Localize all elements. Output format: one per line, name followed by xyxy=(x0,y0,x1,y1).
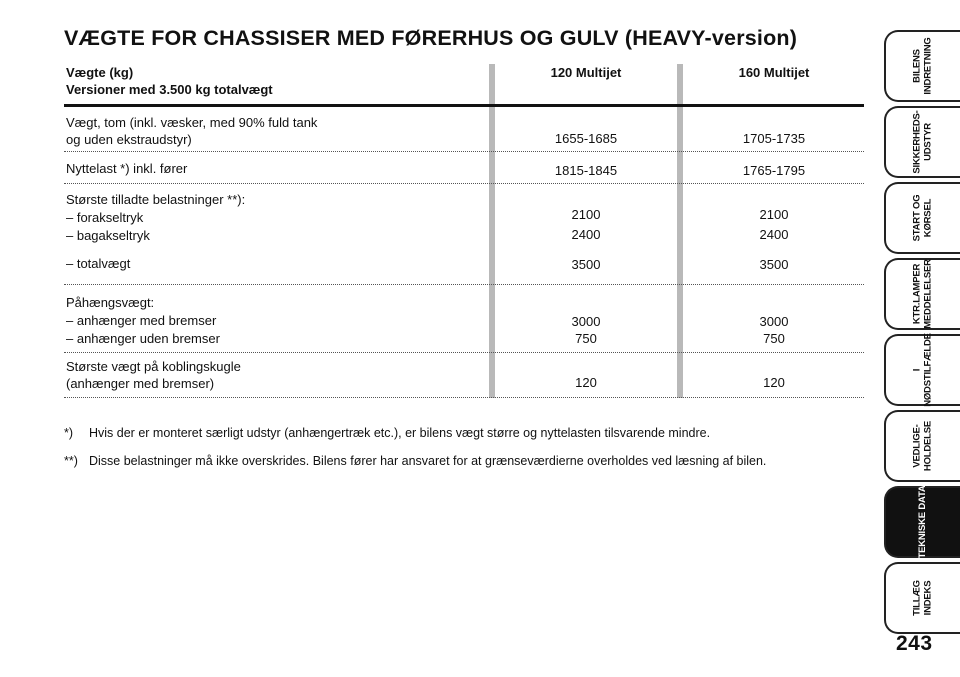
row-label-towing: Påhængsvægt: xyxy=(66,295,155,310)
cell-front-axle-120: 2100 xyxy=(571,207,601,222)
cell-coupling-160: 120 xyxy=(763,375,785,390)
coupling-label-line2: (anhænger med bremser) xyxy=(66,376,215,391)
row-label-front-axle: – forakseltryk xyxy=(66,210,144,225)
footnote-2 xyxy=(64,454,766,468)
cell-coupling-120: 120 xyxy=(575,375,597,390)
tab-label: I NØDSTILFÆLDE xyxy=(911,333,933,407)
cell-total-160: 3500 xyxy=(759,257,789,272)
versions-label: Versioner med 3.500 kg totalvægt xyxy=(66,82,273,97)
cell-front-axle-160: 2100 xyxy=(759,207,789,222)
page-number: 243 xyxy=(896,632,933,655)
page-title: VÆGTE FOR CHASSISER MED FØRERHUS OG GULV (HEAVY-version) xyxy=(64,26,798,50)
row-label-payload: Nyttelast *) inkl. fører xyxy=(66,161,188,176)
cell-braked-160: 3000 xyxy=(759,314,789,329)
tab-label: START OG KØRSEL xyxy=(911,194,933,242)
tab-bilens-indretning[interactable] xyxy=(884,30,960,102)
tab-nodstilfaelde[interactable] xyxy=(884,334,960,406)
footnote-mark: **) xyxy=(64,454,78,468)
tab-label: KTR.LAMPER MEDDELELSER xyxy=(911,259,933,329)
column-header-120: 120 Multijet xyxy=(550,65,622,80)
empty-weight-label-line2: og uden ekstraudstyr) xyxy=(66,132,192,147)
cell-unbraked-120: 750 xyxy=(575,331,597,346)
footnote-1 xyxy=(64,426,710,440)
coupling-label-line1: Største vægt på koblingskugle xyxy=(66,359,241,374)
tab-start-og-korsel[interactable] xyxy=(884,182,960,254)
footnote-text: Hvis der er monteret særligt udstyr (anhængertræk etc.), er bilens vægt større og nyttelasten tilsvarende mindre. xyxy=(89,426,711,440)
table-bottom-rule xyxy=(64,397,864,398)
row-label-coupling xyxy=(66,358,241,392)
row-divider xyxy=(64,151,864,152)
tab-ktr-lamper[interactable] xyxy=(884,258,960,330)
column-divider-2 xyxy=(677,64,683,398)
row-divider xyxy=(64,284,864,285)
tab-tillaeg-indeks[interactable] xyxy=(884,562,960,634)
column-header-160: 160 Multijet xyxy=(738,65,810,80)
tab-label: SIKKERHEDS- UDSTYR xyxy=(911,110,933,174)
weights-unit-label: Vægte (kg) xyxy=(66,65,134,80)
cell-total-120: 3500 xyxy=(571,257,601,272)
tab-label: BILENS INDRETNING xyxy=(911,37,933,95)
header-rule xyxy=(64,104,864,107)
tab-label: VEDLIGE- HOLDELSE xyxy=(911,420,933,472)
tab-sikkerhedsudstyr[interactable] xyxy=(884,106,960,178)
row-divider xyxy=(64,352,864,353)
cell-empty-weight-120: 1655-1685 xyxy=(554,131,618,146)
row-label-empty-weight xyxy=(66,114,317,148)
row-label-max-loads: Største tilladte belastninger **): xyxy=(66,192,246,207)
cell-empty-weight-160: 1705-1735 xyxy=(742,131,806,146)
cell-unbraked-160: 750 xyxy=(763,331,785,346)
tab-label: TILLÆG INDEKS xyxy=(911,580,933,616)
cell-braked-120: 3000 xyxy=(571,314,601,329)
chapter-tabs xyxy=(884,0,960,677)
tab-vedligeholdelse[interactable] xyxy=(884,410,960,482)
cell-rear-axle-160: 2400 xyxy=(759,227,789,242)
column-divider-1 xyxy=(489,64,495,398)
row-label-unbraked: – anhænger uden bremser xyxy=(66,331,220,346)
cell-rear-axle-120: 2400 xyxy=(571,227,601,242)
table-header-label xyxy=(66,64,273,98)
empty-weight-label-line1: Vægt, tom (inkl. væsker, med 90% fuld tank xyxy=(66,115,318,130)
row-label-braked: – anhænger med bremser xyxy=(66,313,217,328)
footnote-text: Disse belastninger må ikke overskrides. Bilens fører har ansvaret for at grænseværdierne overholdes ved læsning af bilen. xyxy=(89,454,767,468)
row-divider xyxy=(64,183,864,184)
footnote-mark: *) xyxy=(64,426,74,440)
tab-label: TEKNISKE DATA xyxy=(916,485,928,559)
tab-tekniske-data[interactable] xyxy=(884,486,960,558)
row-label-total: – totalvægt xyxy=(66,256,131,271)
cell-payload-120: 1815-1845 xyxy=(554,163,618,178)
row-label-rear-axle: – bagakseltryk xyxy=(66,228,150,243)
cell-payload-160: 1765-1795 xyxy=(742,163,806,178)
